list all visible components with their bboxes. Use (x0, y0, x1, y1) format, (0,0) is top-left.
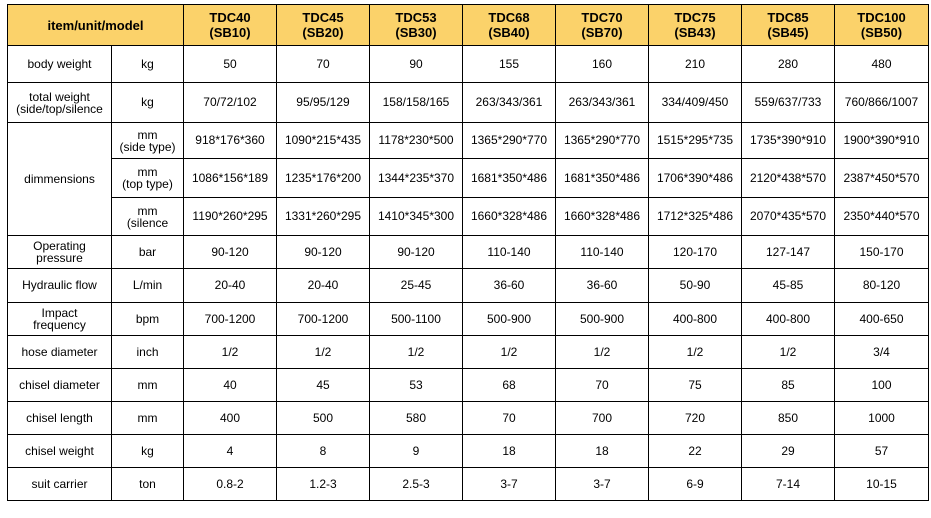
cell: 90 (370, 46, 463, 83)
cell: 500-1100 (370, 303, 463, 336)
cell: 1681*350*486 (463, 159, 556, 198)
table-row (8, 123, 929, 159)
cell: 90-120 (277, 236, 370, 269)
cell: 110-140 (463, 236, 556, 269)
row-unit: L/min (112, 269, 184, 303)
model-header: TDC100 (SB50) (835, 5, 929, 46)
cell: 7-14 (742, 468, 835, 501)
cell: 1681*350*486 (556, 159, 649, 198)
cell: 20-40 (277, 269, 370, 303)
cell: 3/4 (835, 336, 929, 369)
cell: 18 (556, 435, 649, 468)
cell: 700 (556, 402, 649, 435)
cell: 559/637/733 (742, 83, 835, 123)
cell: 210 (649, 46, 742, 83)
cell: 9 (370, 435, 463, 468)
cell: 700-1200 (277, 303, 370, 336)
cell: 1000 (835, 402, 929, 435)
cell: 2070*435*570 (742, 198, 835, 236)
table-row (8, 369, 929, 402)
cell: 70/72/102 (184, 83, 277, 123)
cell: 500 (277, 402, 370, 435)
cell: 160 (556, 46, 649, 83)
cell: 53 (370, 369, 463, 402)
cell: 2.5-3 (370, 468, 463, 501)
cell: 50 (184, 46, 277, 83)
cell: 1900*390*910 (835, 123, 929, 159)
row-unit: kg (112, 46, 184, 83)
cell: 70 (556, 369, 649, 402)
cell: 918*176*360 (184, 123, 277, 159)
table-row (8, 83, 929, 123)
cell: 75 (649, 369, 742, 402)
cell: 57 (835, 435, 929, 468)
cell: 1/2 (556, 336, 649, 369)
row-unit: bar (112, 236, 184, 269)
cell: 1735*390*910 (742, 123, 835, 159)
cell: 25-45 (370, 269, 463, 303)
cell: 158/158/165 (370, 83, 463, 123)
header-row (8, 5, 929, 46)
cell: 2387*450*570 (835, 159, 929, 198)
model-header: TDC70 (SB70) (556, 5, 649, 46)
cell: 120-170 (649, 236, 742, 269)
cell: 0.8-2 (184, 468, 277, 501)
cell: 1.2-3 (277, 468, 370, 501)
cell: 334/409/450 (649, 83, 742, 123)
cell: 90-120 (370, 236, 463, 269)
cell: 1344*235*370 (370, 159, 463, 198)
row-label: total weight (side/top/silence (8, 83, 112, 123)
cell: 18 (463, 435, 556, 468)
cell: 1331*260*295 (277, 198, 370, 236)
cell: 45-85 (742, 269, 835, 303)
cell: 580 (370, 402, 463, 435)
cell: 100 (835, 369, 929, 402)
row-unit: mm (top type) (112, 159, 184, 198)
header-title: item/unit/model (8, 5, 184, 46)
cell: 1365*290*770 (463, 123, 556, 159)
cell: 8 (277, 435, 370, 468)
cell: 400-800 (742, 303, 835, 336)
cell: 1410*345*300 (370, 198, 463, 236)
cell: 760/866/1007 (835, 83, 929, 123)
cell: 40 (184, 369, 277, 402)
row-unit: mm (silence (112, 198, 184, 236)
table-row (8, 198, 929, 236)
cell: 1712*325*486 (649, 198, 742, 236)
model-header: TDC68 (SB40) (463, 5, 556, 46)
cell: 500-900 (556, 303, 649, 336)
cell: 400-800 (649, 303, 742, 336)
row-label: chisel length (8, 402, 112, 435)
cell: 45 (277, 369, 370, 402)
cell: 68 (463, 369, 556, 402)
cell: 263/343/361 (463, 83, 556, 123)
row-unit: bpm (112, 303, 184, 336)
cell: 1/2 (463, 336, 556, 369)
row-unit: mm (112, 369, 184, 402)
cell: 80-120 (835, 269, 929, 303)
cell: 2120*438*570 (742, 159, 835, 198)
cell: 6-9 (649, 468, 742, 501)
cell: 500-900 (463, 303, 556, 336)
table-row (8, 468, 929, 501)
row-unit: ton (112, 468, 184, 501)
cell: 1/2 (277, 336, 370, 369)
cell: 155 (463, 46, 556, 83)
cell: 22 (649, 435, 742, 468)
cell: 3-7 (556, 468, 649, 501)
row-label: dimmensions (8, 123, 112, 236)
cell: 263/343/361 (556, 83, 649, 123)
model-header: TDC53 (SB30) (370, 5, 463, 46)
cell: 280 (742, 46, 835, 83)
cell: 10-15 (835, 468, 929, 501)
cell: 700-1200 (184, 303, 277, 336)
cell: 1706*390*486 (649, 159, 742, 198)
row-unit: kg (112, 435, 184, 468)
cell: 2350*440*570 (835, 198, 929, 236)
row-label: Operating pressure (8, 236, 112, 269)
cell: 400 (184, 402, 277, 435)
cell: 1365*290*770 (556, 123, 649, 159)
cell: 85 (742, 369, 835, 402)
cell: 1/2 (184, 336, 277, 369)
model-header: TDC75 (SB43) (649, 5, 742, 46)
row-unit: inch (112, 336, 184, 369)
cell: 29 (742, 435, 835, 468)
table-row (8, 269, 929, 303)
cell: 70 (463, 402, 556, 435)
row-label: Impact frequency (8, 303, 112, 336)
model-header: TDC40 (SB10) (184, 5, 277, 46)
cell: 720 (649, 402, 742, 435)
cell: 1660*328*486 (556, 198, 649, 236)
table-row (8, 402, 929, 435)
model-header: TDC85 (SB45) (742, 5, 835, 46)
cell: 150-170 (835, 236, 929, 269)
table-row (8, 336, 929, 369)
cell: 20-40 (184, 269, 277, 303)
spec-table (7, 4, 929, 501)
row-label: body weight (8, 46, 112, 83)
cell: 1178*230*500 (370, 123, 463, 159)
row-label: chisel diameter (8, 369, 112, 402)
cell: 3-7 (463, 468, 556, 501)
row-unit: kg (112, 83, 184, 123)
cell: 1/2 (649, 336, 742, 369)
row-unit: mm (112, 402, 184, 435)
cell: 1/2 (742, 336, 835, 369)
table-row (8, 435, 929, 468)
table-row (8, 236, 929, 269)
cell: 110-140 (556, 236, 649, 269)
cell: 1515*295*735 (649, 123, 742, 159)
row-label: Hydraulic flow (8, 269, 112, 303)
cell: 1086*156*189 (184, 159, 277, 198)
row-unit: mm (side type) (112, 123, 184, 159)
cell: 1090*215*435 (277, 123, 370, 159)
cell: 50-90 (649, 269, 742, 303)
table-row (8, 46, 929, 83)
cell: 36-60 (463, 269, 556, 303)
cell: 70 (277, 46, 370, 83)
cell: 1/2 (370, 336, 463, 369)
table-row (8, 159, 929, 198)
cell: 36-60 (556, 269, 649, 303)
cell: 480 (835, 46, 929, 83)
cell: 850 (742, 402, 835, 435)
cell: 1660*328*486 (463, 198, 556, 236)
cell: 127-147 (742, 236, 835, 269)
row-label: suit carrier (8, 468, 112, 501)
cell: 90-120 (184, 236, 277, 269)
table-row (8, 303, 929, 336)
cell: 1190*260*295 (184, 198, 277, 236)
cell: 1235*176*200 (277, 159, 370, 198)
cell: 4 (184, 435, 277, 468)
model-header: TDC45 (SB20) (277, 5, 370, 46)
cell: 95/95/129 (277, 83, 370, 123)
cell: 400-650 (835, 303, 929, 336)
row-label: hose diameter (8, 336, 112, 369)
row-label: chisel weight (8, 435, 112, 468)
